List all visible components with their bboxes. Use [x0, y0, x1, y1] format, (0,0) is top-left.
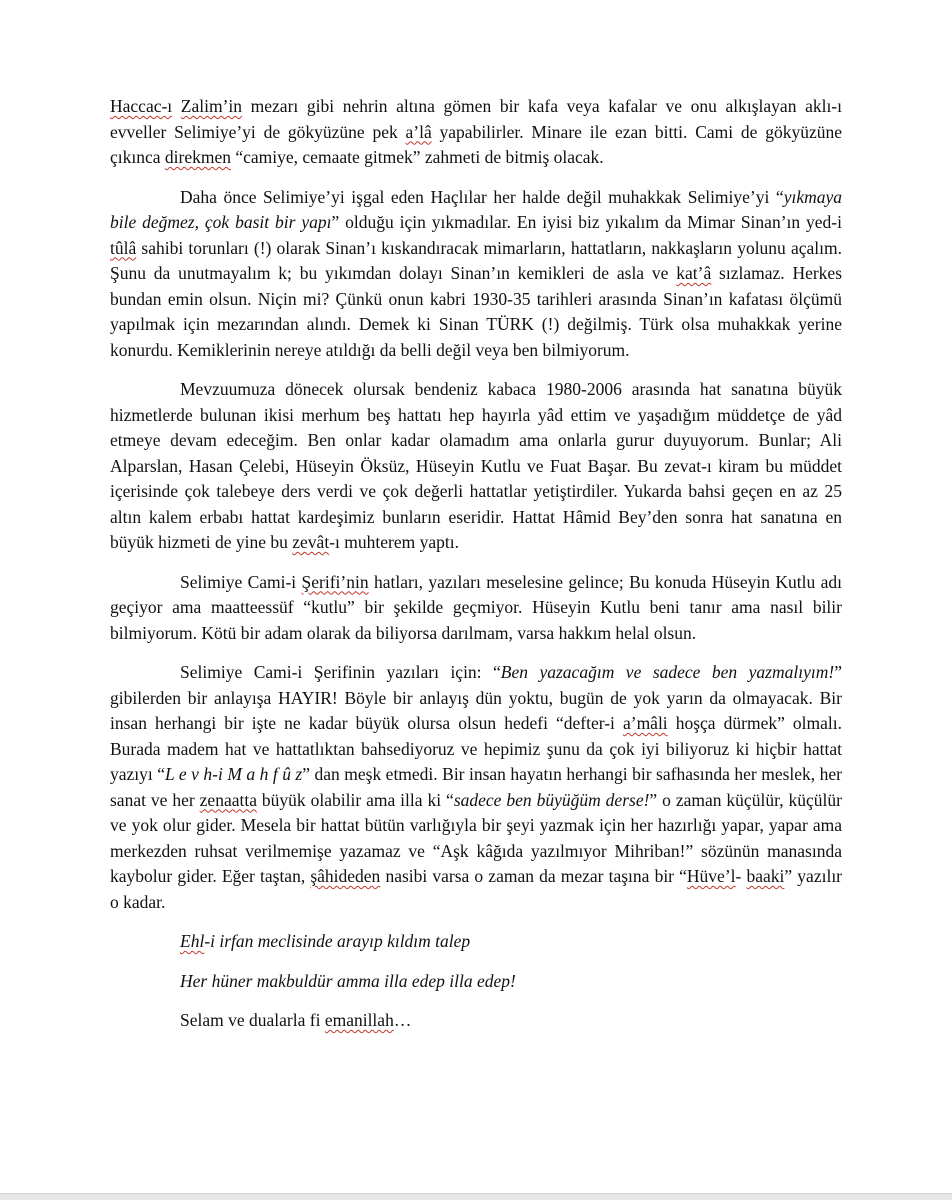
text-run: Selam ve dualarla fi [180, 1010, 325, 1030]
page-bottom-edge [0, 1193, 952, 1200]
spellcheck-flagged-word: tûlâ [110, 237, 137, 258]
text-run: sahibi torunları (!) olarak Sinan’ı kıskandıracak mimarların, hattatların, nakkaşların yolunu açalım. Şunu da unutmayalım k; bu yıkımdan dolayı Sinan’ın kemikleri de asla ve [110, 237, 842, 283]
italic-text: sadece ben büyüğüm derse! [453, 789, 650, 810]
text-run: … [393, 1010, 412, 1030]
text-run: ” yazılır o kadar. [110, 866, 843, 912]
spellcheck-flagged-word: Zalim’in [180, 96, 243, 116]
text-run: ” dan meşk etmedi. Bir insan hayatın herhangi bir safhasında her meslek, her sanat ve her [110, 764, 842, 810]
spellcheck-flagged-word: zenaatta [199, 789, 257, 810]
text-run: ” gibilerden bir anlayışa HAYIR! Böyle bir anlayış dün yoktu, bugün de yok yarın da olmayacak. Bir insan herhangi bir işte ne kadar büyük olursa olsun hedefi “defter-i [110, 662, 842, 733]
text-run: Daha önce Selimiye’yi işgal eden Haçlılar her halde değil muhakkak Selimiye’yi “ [180, 186, 784, 207]
spellcheck-flagged-word: Ehl [180, 931, 205, 951]
text-run: Selimiye Cami-i [180, 571, 302, 592]
verse-line-v1 [110, 929, 842, 955]
spellcheck-flagged-word: a’lâ [405, 121, 432, 142]
spellcheck-flagged-word: baaki [746, 866, 785, 886]
paragraph-p2 [110, 185, 842, 364]
text-run: sızlamaz. Herkes bundan emin olsun. Niçin mi? Çünkü onun kabri 1930-35 tarihleri arasında Sinan’ın kafatası ölçümü yapılmak için mezarından alındı. Demek ki Sinan TÜRK (!) değilmiş. Türk olsa muhakkak yerine konurdu. Kemiklerinin nereye atıldığı da belli değil veya ben bilmiyorum. [110, 263, 843, 360]
text-run: mezarı gibi nehrin altına gömen bir kafa veya kafalar ve onu alkışlayan aklı-ı evveller Selimiye’yi de gökyüzüne pek [110, 96, 842, 142]
text-run [172, 96, 181, 116]
closing-line [110, 1008, 842, 1034]
paragraph-p3 [110, 377, 842, 556]
text-run: hoşça dürmek” olmalı. Burada madem hat ve hattatlıktan bahsediyoruz ve hepimiz şunu da çok iyi biliyoruz ki hiçbir hattat yazıyı “ [110, 713, 842, 784]
text-run: Selimiye Cami-i Şerifinin yazıları için: “ [180, 662, 501, 682]
text-run: - [735, 866, 747, 886]
text-run: hatları, yazıları meselesine gelince; Bu konuda Hüseyin Kutlu adı geçiyor ama maatteessüf “kutlu” bir şekilde geçmiyor. Hüseyin Kutlu beni tanır ama nasıl bilir bilmiyorum. Kötü bir adam olarak da biliyorsa darılmam, varsa hakkım helal olsun. [110, 571, 842, 643]
italic-text: yıkmaya bile değmez, çok basit bir yapı [110, 186, 842, 232]
text-run: ” olduğu için yıkmadılar. En iyisi biz yıkalım da Mimar Sinan’ın yed-i [331, 212, 842, 232]
spellcheck-flagged-word: emanillah [324, 1010, 394, 1030]
text-run: Mevzuumuza dönecek olursak bendeniz kabaca 1980-2006 arasında hat sanatına büyük hizmetlerde bulunan ikisi merhum beş hattatı hep hayırla yâd ettim ve yaşadığım müddetçe de yâd etmeye devam edeceğim. Ben onlar kadar olamadım ama onlarla gurur duyuyorum. Bunlar; Ali Alparslan, Hasan Çelebi, Hüseyin Öksüz, Hüseyin Kutlu ve Fuat Başar. Bu zevat-ı kiram bu müddet içerisinde çok talebeye ders verdi ve çok değerli hattatlar yetiştirdiler. Yukarda bahsi geçen en az 25 altın kalem erbabı hattat kardeşimiz bunların eseridir. Hattat Hâmid Bey’den sonra hat sanatına en büyük hizmeti de yine bu [110, 379, 842, 552]
text-run: “camiye, cemaate gitmek” zahmeti de bitmiş olacak. [231, 147, 604, 167]
italic-text: Her hüner makbuldür amma illa edep illa edep! [180, 970, 516, 991]
text-run: nasibi varsa o zaman da mezar taşına bir “ [380, 866, 687, 886]
italic-text: L e v h-i M a h f û z [165, 764, 303, 784]
spellcheck-flagged-word: Şerifi’nin [301, 571, 369, 592]
spellcheck-flagged-word: zevât [292, 532, 330, 552]
spellcheck-flagged-word: Haccac-ı [110, 96, 173, 116]
spellcheck-flagged-word: a’mâli [622, 713, 668, 733]
italic-text: -i irfan meclisinde arayıp kıldım talep [204, 931, 471, 951]
paragraph-p1 [110, 94, 842, 171]
verse-line-v2 [110, 969, 842, 995]
spellcheck-flagged-word: kat’â [676, 263, 712, 283]
spellcheck-flagged-word: direkmen [164, 147, 231, 167]
body-paragraphs [110, 94, 842, 915]
paragraph-p5 [110, 660, 842, 915]
text-run: ” o zaman küçülür, küçülür ve yok olur gider. Mesela bir hattat bütün varlığıyla bir şeyi yazmak için her hazırlığı yapar, yapar ama merkezden ruhsat verilmemişe yazamaz ve “Aşk kâğıda yazılmıyor Mihriban!” sözünün manasında kaybolur gider. Eğer taştan, [110, 789, 842, 886]
document-page [110, 94, 842, 1034]
spellcheck-flagged-word: Hüve’l [686, 866, 736, 886]
paragraph-p4 [110, 570, 842, 647]
text-run: büyük olabilir ama illa ki “ [256, 789, 454, 810]
spellcheck-flagged-word: şâhideden [310, 866, 381, 886]
italic-text: Ben yazacağım ve sadece ben yazmalıyım! [500, 662, 835, 682]
text-run: yapabilirler. Minare ile ezan bitti. Cami de gökyüzüne çıkınca [110, 121, 842, 167]
poem-verses [110, 929, 842, 994]
text-run: -ı muhterem yaptı. [329, 532, 459, 552]
